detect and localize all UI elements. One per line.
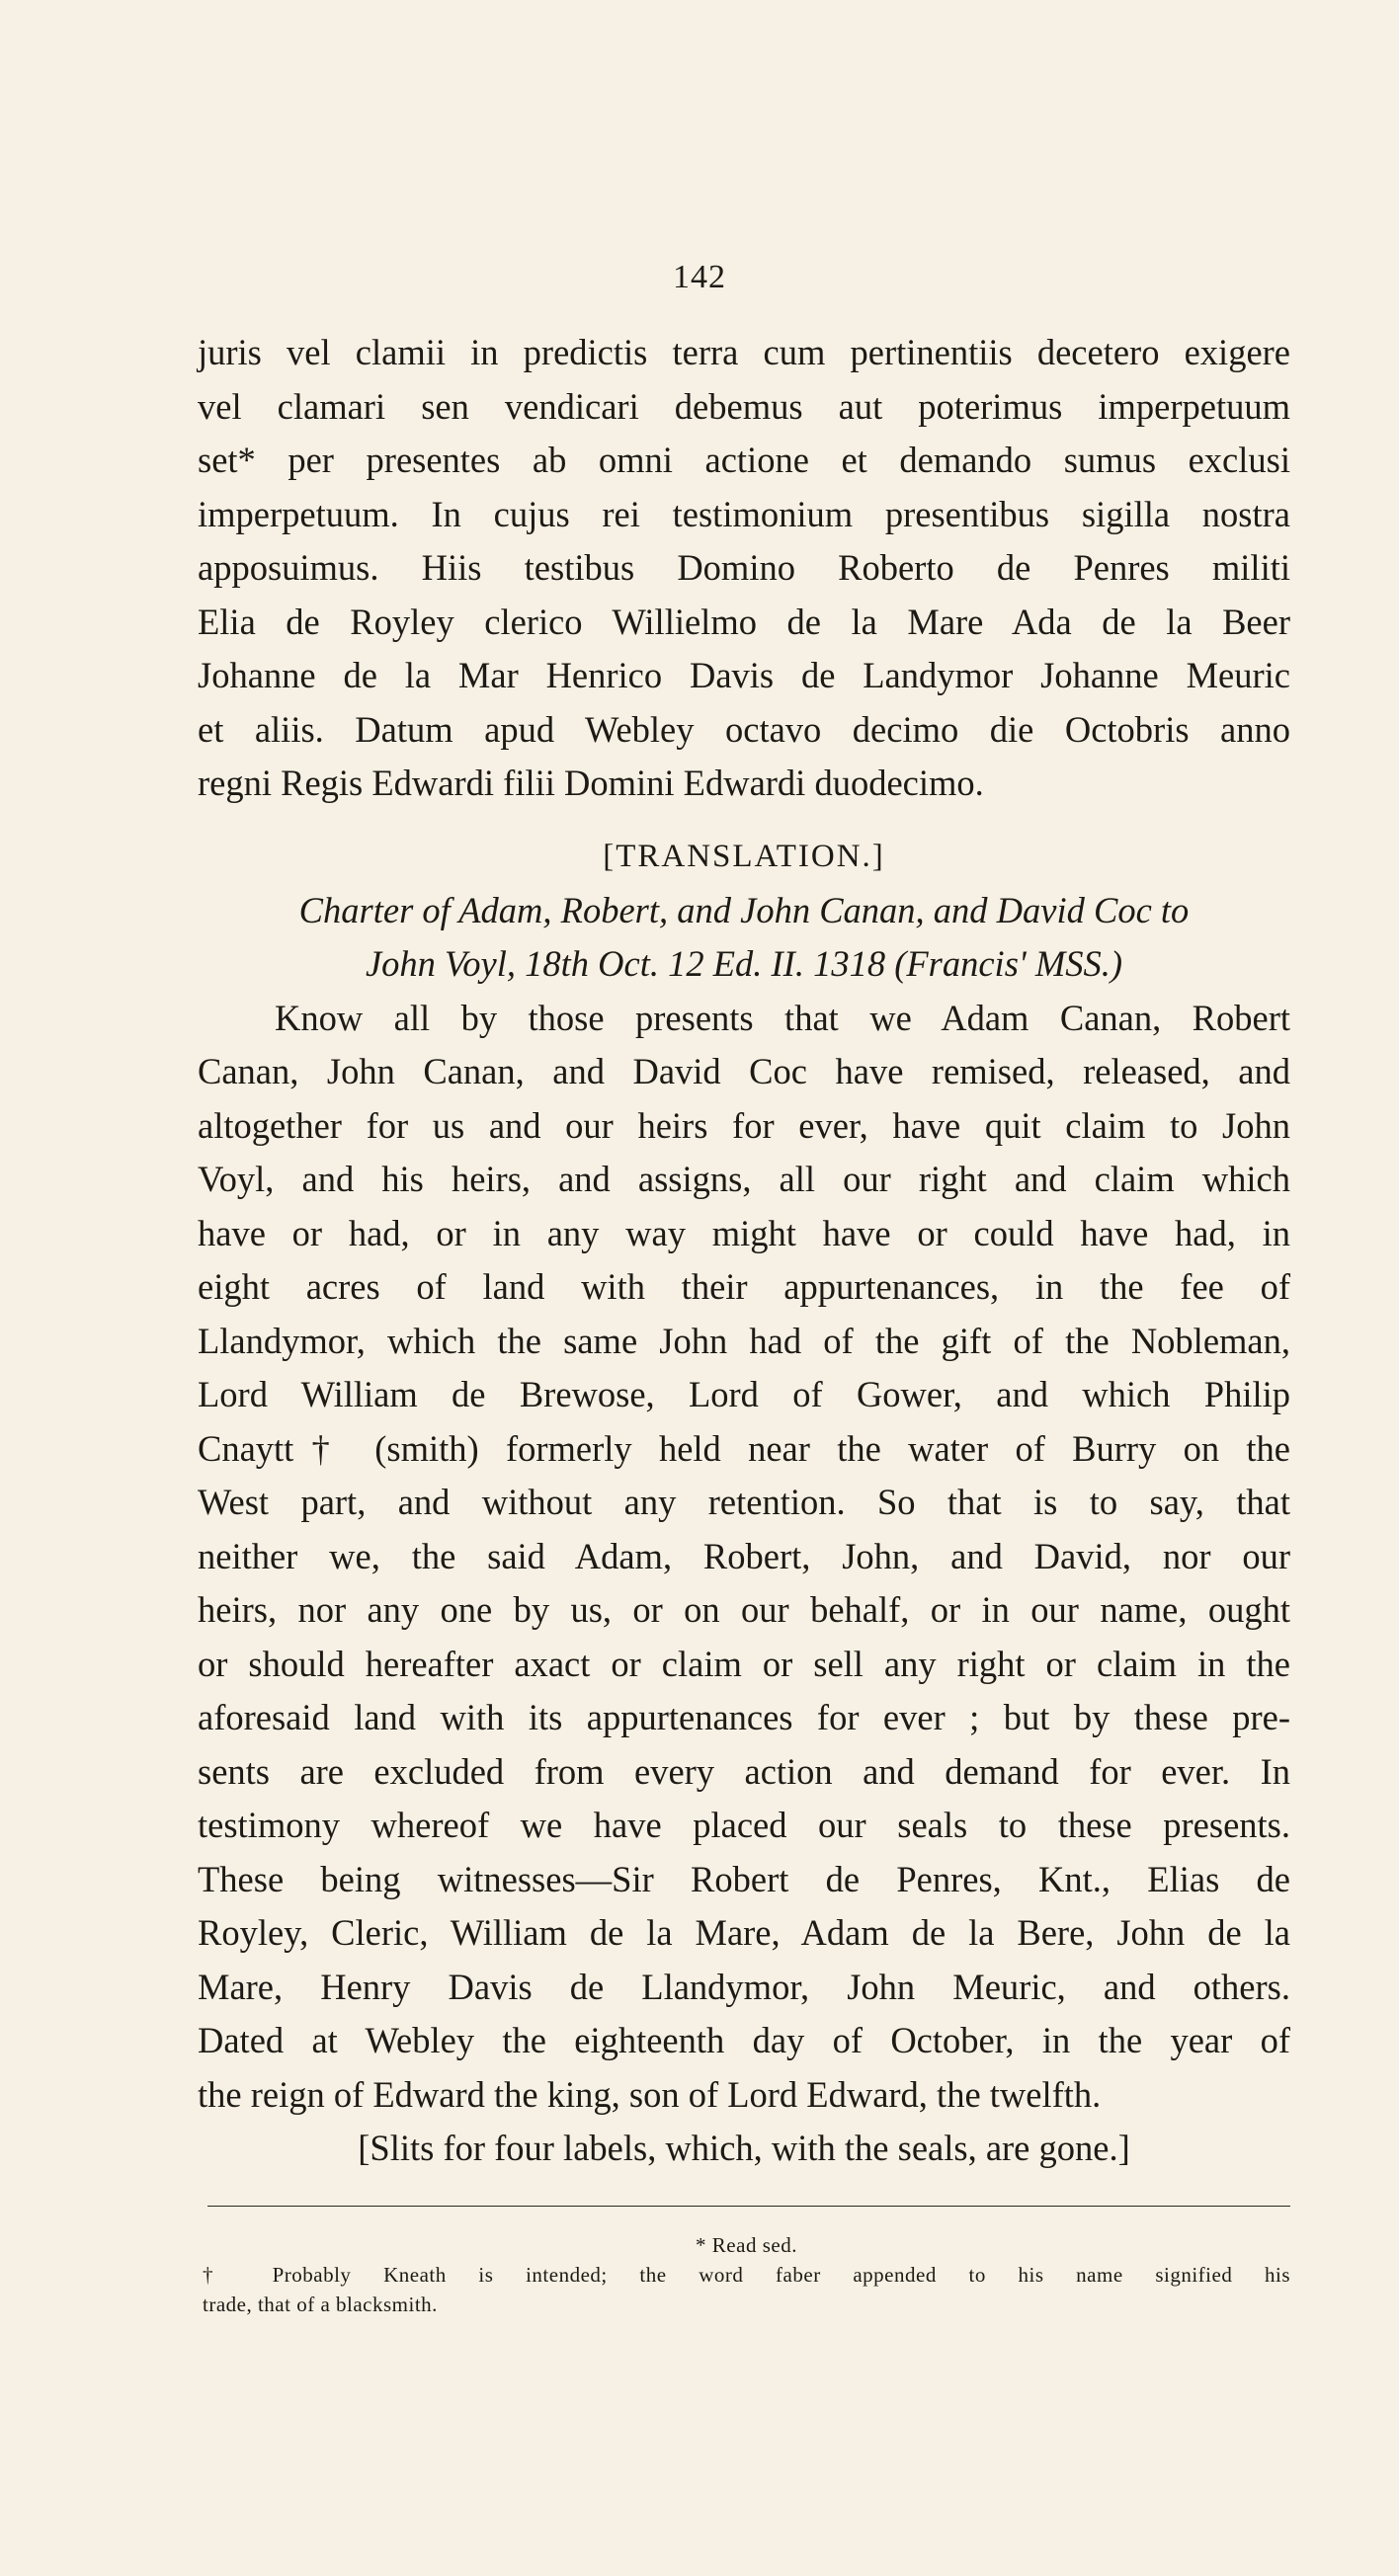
translation-heading: [TRANSLATION.] <box>603 839 885 874</box>
translation-line: Llandymor, which the same John had of the gift of the Nobleman, <box>198 1320 1290 1361</box>
footnote-dagger-line: † Probably Kneath is intended; the word faber appended to his name signified his <box>203 2263 1290 2287</box>
footnote-star: * Read sed. <box>696 2233 797 2257</box>
translation-line: West part, and without any retention. So that is to say, that <box>198 1482 1290 1522</box>
translation-line: Know all by those presents that we Adam Canan, Robert <box>275 997 1290 1038</box>
latin-line: vel clamari sen vendicari debemus aut poterimus imperpetuum <box>198 385 1290 427</box>
translation-line: testimony whereof we have placed our seals to these presents. <box>198 1805 1290 1845</box>
footnote-divider <box>207 2206 1290 2207</box>
latin-line: et aliis. Datum apud Webley octavo decimo die Octobris anno <box>198 708 1290 750</box>
translation-line: have or had, or in any way might have or could have had, in <box>198 1212 1290 1253</box>
translation-line: Dated at Webley the eighteenth day of October, in the year of <box>198 2020 1290 2060</box>
charter-title-line: John Voyl, 18th Oct. 12 Ed. II. 1318 (Francis' MSS.) <box>365 943 1123 984</box>
latin-line: regni Regis Edwardi filii Domini Edwardi duodecimo. <box>198 763 984 803</box>
translation-line: aforesaid land with its appurtenances for ever ; but by these pre- <box>198 1697 1290 1737</box>
translation-line: Canan, John Canan, and David Coc have remised, released, and <box>198 1051 1290 1091</box>
latin-line: apposuimus. Hiis testibus Domino Roberto de Penres militi <box>198 547 1290 588</box>
translation-section <box>198 830 1290 2176</box>
translation-line: Cnaytt† (smith) formerly held near the water of Burry on the <box>198 1427 1290 1469</box>
translation-line: Voyl, and his heirs, and assigns, all our right and claim which <box>198 1159 1290 1199</box>
footnotes <box>203 2230 1290 2319</box>
latin-line: Elia de Royley clerico Willielmo de la Mare Ada de la Beer <box>198 601 1290 642</box>
translation-line: Lord William de Brewose, Lord of Gower, and which Philip <box>198 1374 1290 1414</box>
translation-line: These being witnesses—Sir Robert de Penres, Knt., Elias de <box>198 1858 1290 1899</box>
latin-line: set* per presentes ab omni actione et demando sumus exclusi <box>198 440 1290 480</box>
translation-line: the reign of Edward the king, son of Lord Edward, the twelfth. <box>198 2073 1102 2115</box>
translation-line: Mare, Henry Davis de Llandymor, John Meuric, and others. <box>198 1966 1290 2007</box>
latin-charter-text <box>198 326 1290 811</box>
closing-note: [Slits for four labels, which, with the seals, are gone.] <box>358 2128 1130 2168</box>
footnote-dagger-line: trade, that of a blacksmith. <box>203 2293 438 2316</box>
page-number: 142 <box>673 259 726 295</box>
latin-line: Johanne de la Mar Henrico Davis de Landymor Johanne Meuric <box>198 655 1290 695</box>
translation-line: altogether for us and our heirs for ever, have quit claim to John <box>198 1104 1290 1146</box>
translation-line: heirs, nor any one by us, or on our behalf, or in our name, ought <box>198 1589 1290 1630</box>
latin-line: juris vel clamii in predictis terra cum pertinentiis decetero exigere <box>198 332 1290 372</box>
latin-line: imperpetuum. In cujus rei testimonium presentibus sigilla nostra <box>198 493 1290 534</box>
translation-line: neither we, the said Adam, Robert, John, and David, nor our <box>198 1535 1290 1576</box>
charter-title-line: Charter of Adam, Robert, and John Canan, and David Coc to <box>298 889 1190 930</box>
translation-line: eight acres of land with their appurtenances, in the fee of <box>198 1266 1290 1307</box>
translation-line: Royley, Cleric, William de la Mare, Adam de la Bere, John de la <box>198 1912 1290 1953</box>
translation-line: sents are excluded from every action and demand for ever. In <box>198 1750 1290 1792</box>
translation-line: or should hereafter axact or claim or sell any right or claim in the <box>198 1643 1290 1684</box>
